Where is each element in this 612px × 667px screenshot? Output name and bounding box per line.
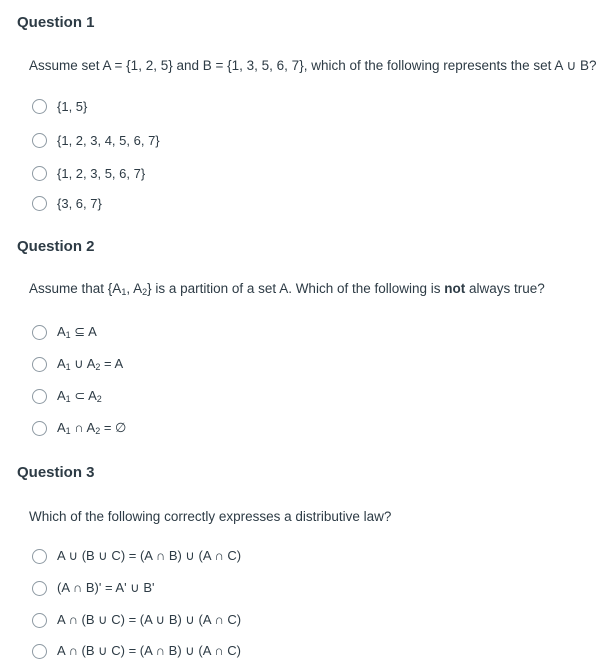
q1-option-4[interactable] — [32, 193, 102, 213]
option-label: $A_1$ ⊂ $A_2$ — [57, 388, 102, 404]
q3-option-2[interactable] — [32, 578, 154, 598]
q2-option-4[interactable] — [32, 418, 126, 438]
q2-option-2[interactable] — [32, 354, 123, 374]
option-label: {1, 2, 3, 4, 5, 6, 7} — [57, 132, 160, 148]
q2-option-3[interactable] — [32, 386, 102, 406]
question-3-prompt: Which of the following correctly expresses a distributive law? — [29, 509, 392, 524]
option-label: (A ∩ B)' = A' ∪ B' — [57, 580, 155, 595]
radio-button[interactable] — [32, 357, 47, 372]
radio-button[interactable] — [32, 133, 47, 148]
emphasis-not: not — [444, 281, 466, 296]
option-label: $A_1$ ⊆ A — [57, 324, 97, 340]
question-2-prompt: Assume that {$A_1$, $A_2$} is a partition of a set A. Which of the following is not always true? — [29, 281, 545, 297]
radio-button[interactable] — [32, 325, 47, 340]
radio-button[interactable] — [32, 166, 47, 181]
option-label: A ∪ (B ∪ C) = (A ∩ B) ∪ (A ∩ C) — [57, 548, 242, 563]
option-label: {1, 2, 3, 5, 6, 7} — [57, 165, 146, 181]
question-1-title: Question 1 — [17, 14, 95, 31]
q3-option-1[interactable] — [32, 546, 241, 566]
option-label: $A_1$ ∪ $A_2 = A$ — [57, 356, 124, 372]
q1-option-3[interactable] — [32, 163, 145, 183]
option-label: A ∩ (B ∪ C) = (A ∩ B) ∪ (A ∩ C) — [57, 643, 241, 658]
question-3-title: Question 3 — [17, 464, 95, 481]
option-label: {1, 5} — [57, 98, 88, 114]
radio-button[interactable] — [32, 549, 47, 564]
q3-option-3[interactable] — [32, 610, 241, 630]
question-2-title: Question 2 — [17, 238, 95, 255]
radio-button[interactable] — [32, 99, 47, 114]
q1-option-1[interactable] — [32, 96, 87, 116]
radio-button[interactable] — [32, 581, 47, 596]
radio-button[interactable] — [32, 196, 47, 211]
option-label: {3, 6, 7} — [57, 195, 102, 211]
q3-option-4[interactable] — [32, 641, 241, 661]
radio-button[interactable] — [32, 389, 47, 404]
question-1-prompt: Assume set A = {1, 2, 5} and B = {1, 3, 5, 6, 7}, which of the following represents the set A ∪ B? — [29, 58, 597, 73]
radio-button[interactable] — [32, 421, 47, 436]
q1-option-2[interactable] — [32, 130, 160, 150]
radio-button[interactable] — [32, 613, 47, 628]
radio-button[interactable] — [32, 644, 47, 659]
option-label: $A_1$ ∩ $A_2$ = ∅ — [57, 420, 127, 436]
q2-option-1[interactable] — [32, 322, 97, 342]
option-label: A ∩ (B ∪ C) = (A ∪ B) ∪ (A ∩ C) — [57, 612, 242, 627]
